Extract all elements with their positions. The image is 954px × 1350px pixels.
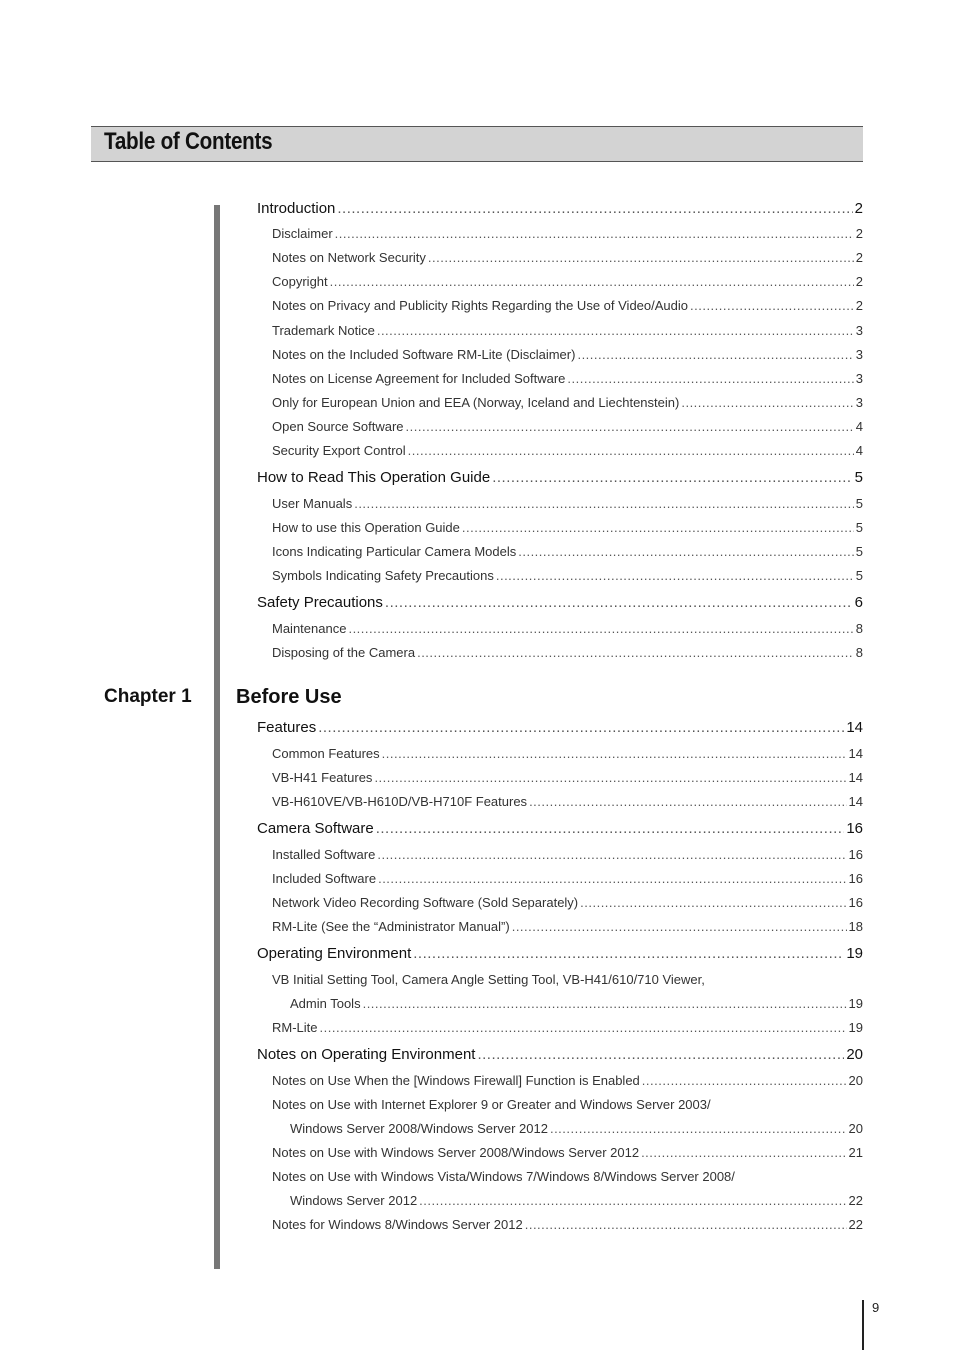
toc-entry[interactable] — [272, 871, 863, 889]
dot-leader — [354, 496, 854, 511]
dot-leader — [642, 1073, 847, 1088]
toc-entry-label: Security Export Control — [272, 443, 406, 458]
dot-leader — [413, 945, 844, 962]
toc-entry-label: Safety Precautions — [257, 594, 383, 611]
toc-entry-label: Symbols Indicating Safety Precautions — [272, 568, 494, 583]
dot-leader — [377, 323, 854, 338]
toc-entry-page: 16 — [848, 847, 863, 862]
dot-leader — [529, 794, 846, 809]
toc-entry-label: Notes on Use with Windows Vista/Windows 7/Windows 8/Windows Server 2008/ — [272, 1169, 735, 1184]
toc-entry-label: RM-Lite (See the “Administrator Manual”) — [272, 919, 510, 934]
toc-entry[interactable] — [272, 847, 863, 865]
dot-leader — [496, 568, 854, 583]
vertical-divider — [214, 205, 220, 1269]
toc-entry[interactable] — [272, 794, 863, 812]
toc-entry[interactable] — [272, 770, 863, 788]
toc-entry[interactable] — [272, 496, 863, 514]
dot-leader — [406, 419, 854, 434]
dot-leader — [318, 719, 844, 736]
dot-leader — [376, 820, 845, 837]
dot-leader — [382, 746, 847, 761]
dot-leader — [428, 250, 854, 265]
toc-entry-label: Network Video Recording Software (Sold Separately) — [272, 895, 579, 910]
dot-leader — [492, 469, 852, 486]
toc-entry[interactable] — [272, 544, 863, 562]
toc-entry-label: Installed Software — [272, 847, 376, 862]
toc-entry-page: 18 — [848, 919, 863, 934]
dot-leader — [477, 1046, 844, 1063]
toc-entry[interactable] — [257, 1046, 863, 1066]
toc-entry-label: Copyright — [272, 274, 328, 289]
toc-entry-label: Disclaimer — [272, 226, 333, 241]
toc-entry-label: Windows Server 2012 — [290, 1193, 418, 1208]
dot-leader — [580, 895, 846, 910]
toc-entry-page: 22 — [848, 1193, 863, 1208]
toc-entry-label: Trademark Notice — [272, 323, 375, 338]
dot-leader — [641, 1145, 846, 1160]
toc-entry-page: 5 — [855, 568, 863, 583]
toc-entry-page: 3 — [855, 371, 863, 386]
toc-entry[interactable] — [290, 996, 863, 1014]
toc-entry-label: Notes on the Included Software RM-Lite (Disclaimer) — [272, 347, 576, 362]
toc-entry[interactable] — [272, 443, 863, 461]
toc-entry[interactable] — [272, 1217, 863, 1235]
dot-leader — [577, 347, 853, 362]
toc-entry[interactable] — [272, 568, 863, 586]
toc-entry-page: 5 — [855, 496, 863, 511]
toc-entry-page: 16 — [846, 820, 863, 837]
toc-entry-page: 8 — [855, 645, 863, 660]
toc-entry[interactable] — [257, 594, 863, 614]
toc-entry-page: 14 — [848, 794, 863, 809]
toc-entry-label: Notes on Network Security — [272, 250, 426, 265]
toc-entry[interactable] — [272, 323, 863, 341]
dot-leader — [690, 298, 854, 313]
toc-entry-label: Notes for Windows 8/Windows Server 2012 — [272, 1217, 523, 1232]
dot-leader — [408, 443, 854, 458]
chapter-title: Before Use — [236, 686, 342, 708]
toc-entry-label: RM-Lite — [272, 1020, 318, 1035]
toc-entry[interactable] — [257, 820, 863, 840]
toc-entry-continued[interactable] — [272, 1169, 863, 1187]
dot-leader — [385, 594, 853, 611]
toc-entry-page: 16 — [848, 871, 863, 886]
toc-entry-label: Windows Server 2008/Windows Server 2012 — [290, 1121, 548, 1136]
toc-entry[interactable] — [272, 274, 863, 292]
toc-entry[interactable] — [272, 395, 863, 413]
chapter-label: Chapter 1 — [104, 686, 192, 707]
toc-entry-page: 2 — [854, 200, 863, 217]
dot-leader — [567, 371, 853, 386]
dot-leader — [525, 1217, 847, 1232]
toc-entry-page: 14 — [848, 770, 863, 785]
toc-entry[interactable] — [257, 200, 863, 220]
toc-entry[interactable] — [272, 645, 863, 663]
toc-entry-label: How to use this Operation Guide — [272, 520, 460, 535]
toc-entry-label: Only for European Union and EEA (Norway, Iceland and Liechtenstein) — [272, 395, 680, 410]
toc-entry-page: 2 — [855, 226, 863, 241]
toc-entry[interactable] — [272, 419, 863, 437]
dot-leader — [374, 770, 846, 785]
dot-leader — [320, 1020, 847, 1035]
toc-entry-page: 21 — [848, 1145, 863, 1160]
toc-entry-label: Admin Tools — [290, 996, 361, 1011]
toc-entry-label: VB Initial Setting Tool, Camera Angle Setting Tool, VB-H41/610/710 Viewer, — [272, 972, 705, 987]
toc-entry-page: 20 — [846, 1046, 863, 1063]
dot-leader — [330, 274, 854, 289]
dot-leader — [363, 996, 847, 1011]
toc-entry-page: 19 — [846, 945, 863, 962]
toc-entry[interactable] — [272, 298, 863, 316]
toc-entry[interactable] — [272, 621, 863, 639]
toc-entry-page: 2 — [855, 298, 863, 313]
toc-entry[interactable] — [257, 719, 863, 739]
toc-entry[interactable] — [272, 746, 863, 764]
toc-entry-label: Notes on Use with Internet Explorer 9 or Greater and Windows Server 2003/ — [272, 1097, 711, 1112]
dot-leader — [550, 1121, 847, 1136]
toc-entry-page: 5 — [854, 469, 863, 486]
toc-entry[interactable] — [272, 347, 863, 365]
toc-entry[interactable] — [272, 1073, 863, 1091]
toc-entry[interactable] — [290, 1193, 863, 1211]
toc-entry[interactable] — [272, 520, 863, 538]
toc-entry-page: 4 — [855, 419, 863, 434]
toc-entry-label: Open Source Software — [272, 419, 404, 434]
toc-entry[interactable] — [272, 250, 863, 268]
toc-entry-label: VB-H610VE/VB-H610D/VB-H710F Features — [272, 794, 528, 809]
dot-leader — [419, 1193, 846, 1208]
toc-title-bar — [91, 126, 863, 162]
dot-leader — [377, 847, 846, 862]
toc-entry[interactable] — [272, 1145, 863, 1163]
toc-entry-page: 14 — [848, 746, 863, 761]
toc-entry-label: VB-H41 Features — [272, 770, 373, 785]
toc-entry-page: 16 — [848, 895, 863, 910]
toc-entry-label: Icons Indicating Particular Camera Models — [272, 544, 517, 559]
toc-entry-page: 19 — [848, 1020, 863, 1035]
dot-leader — [417, 645, 854, 660]
toc-entry-page: 3 — [855, 395, 863, 410]
toc-entry-page: 2 — [855, 250, 863, 265]
toc-entry-label: How to Read This Operation Guide — [257, 469, 491, 486]
toc-entry-label: Camera Software — [257, 820, 374, 837]
page-number-rule — [862, 1300, 864, 1350]
toc-entry-page: 19 — [848, 996, 863, 1011]
toc-entry-continued[interactable] — [272, 1097, 863, 1115]
toc-entry-page: 20 — [848, 1073, 863, 1088]
toc-entry[interactable] — [257, 945, 863, 965]
toc-entry-label: User Manuals — [272, 496, 353, 511]
dot-leader — [335, 226, 854, 241]
toc-entry-page: 5 — [855, 520, 863, 535]
toc-entry-label: Notes on Use When the [Windows Firewall] Function is Enabled — [272, 1073, 640, 1088]
toc-entry-label: Disposing of the Camera — [272, 645, 416, 660]
toc-entry-page: 14 — [846, 719, 863, 736]
toc-entry-label: Notes on License Agreement for Included Software — [272, 371, 566, 386]
dot-leader — [518, 544, 854, 559]
dot-leader — [512, 919, 847, 934]
toc-entry[interactable] — [272, 226, 863, 244]
dot-leader — [337, 200, 852, 217]
toc-entry-label: Maintenance — [272, 621, 347, 636]
toc-entry-page: 5 — [855, 544, 863, 559]
toc-entry-page: 3 — [855, 323, 863, 338]
toc-entry[interactable] — [272, 895, 863, 913]
dot-leader — [462, 520, 854, 535]
dot-leader — [681, 395, 853, 410]
dot-leader — [378, 871, 846, 886]
toc-entry-page: 2 — [855, 274, 863, 289]
toc-entry-label: Introduction — [257, 200, 336, 217]
toc-entry[interactable] — [272, 1020, 863, 1038]
dot-leader — [348, 621, 853, 636]
toc-entry-label: Common Features — [272, 746, 380, 761]
toc-entry[interactable] — [272, 919, 863, 937]
toc-entry-page: 6 — [854, 594, 863, 611]
toc-entry[interactable] — [272, 371, 863, 389]
page-number: 9 — [872, 1300, 880, 1315]
page-title: Table of Contents — [104, 128, 273, 155]
toc-entry-page: 3 — [855, 347, 863, 362]
toc-entry[interactable] — [257, 469, 863, 489]
toc-entry-label: Included Software — [272, 871, 377, 886]
toc-entry-page: 20 — [848, 1121, 863, 1136]
toc-entry-label: Notes on Use with Windows Server 2008/Windows Server 2012 — [272, 1145, 640, 1160]
toc-entry-page: 22 — [848, 1217, 863, 1232]
toc-entry[interactable] — [290, 1121, 863, 1139]
toc-entry-label: Notes on Operating Environment — [257, 1046, 476, 1063]
toc-entry-page: 8 — [855, 621, 863, 636]
toc-entry-label: Operating Environment — [257, 945, 412, 962]
toc-entry-label: Notes on Privacy and Publicity Rights Regarding the Use of Video/Audio — [272, 298, 688, 313]
toc-entry-continued[interactable] — [272, 972, 863, 990]
toc-entry-page: 4 — [855, 443, 863, 458]
toc-entry-label: Features — [257, 719, 317, 736]
